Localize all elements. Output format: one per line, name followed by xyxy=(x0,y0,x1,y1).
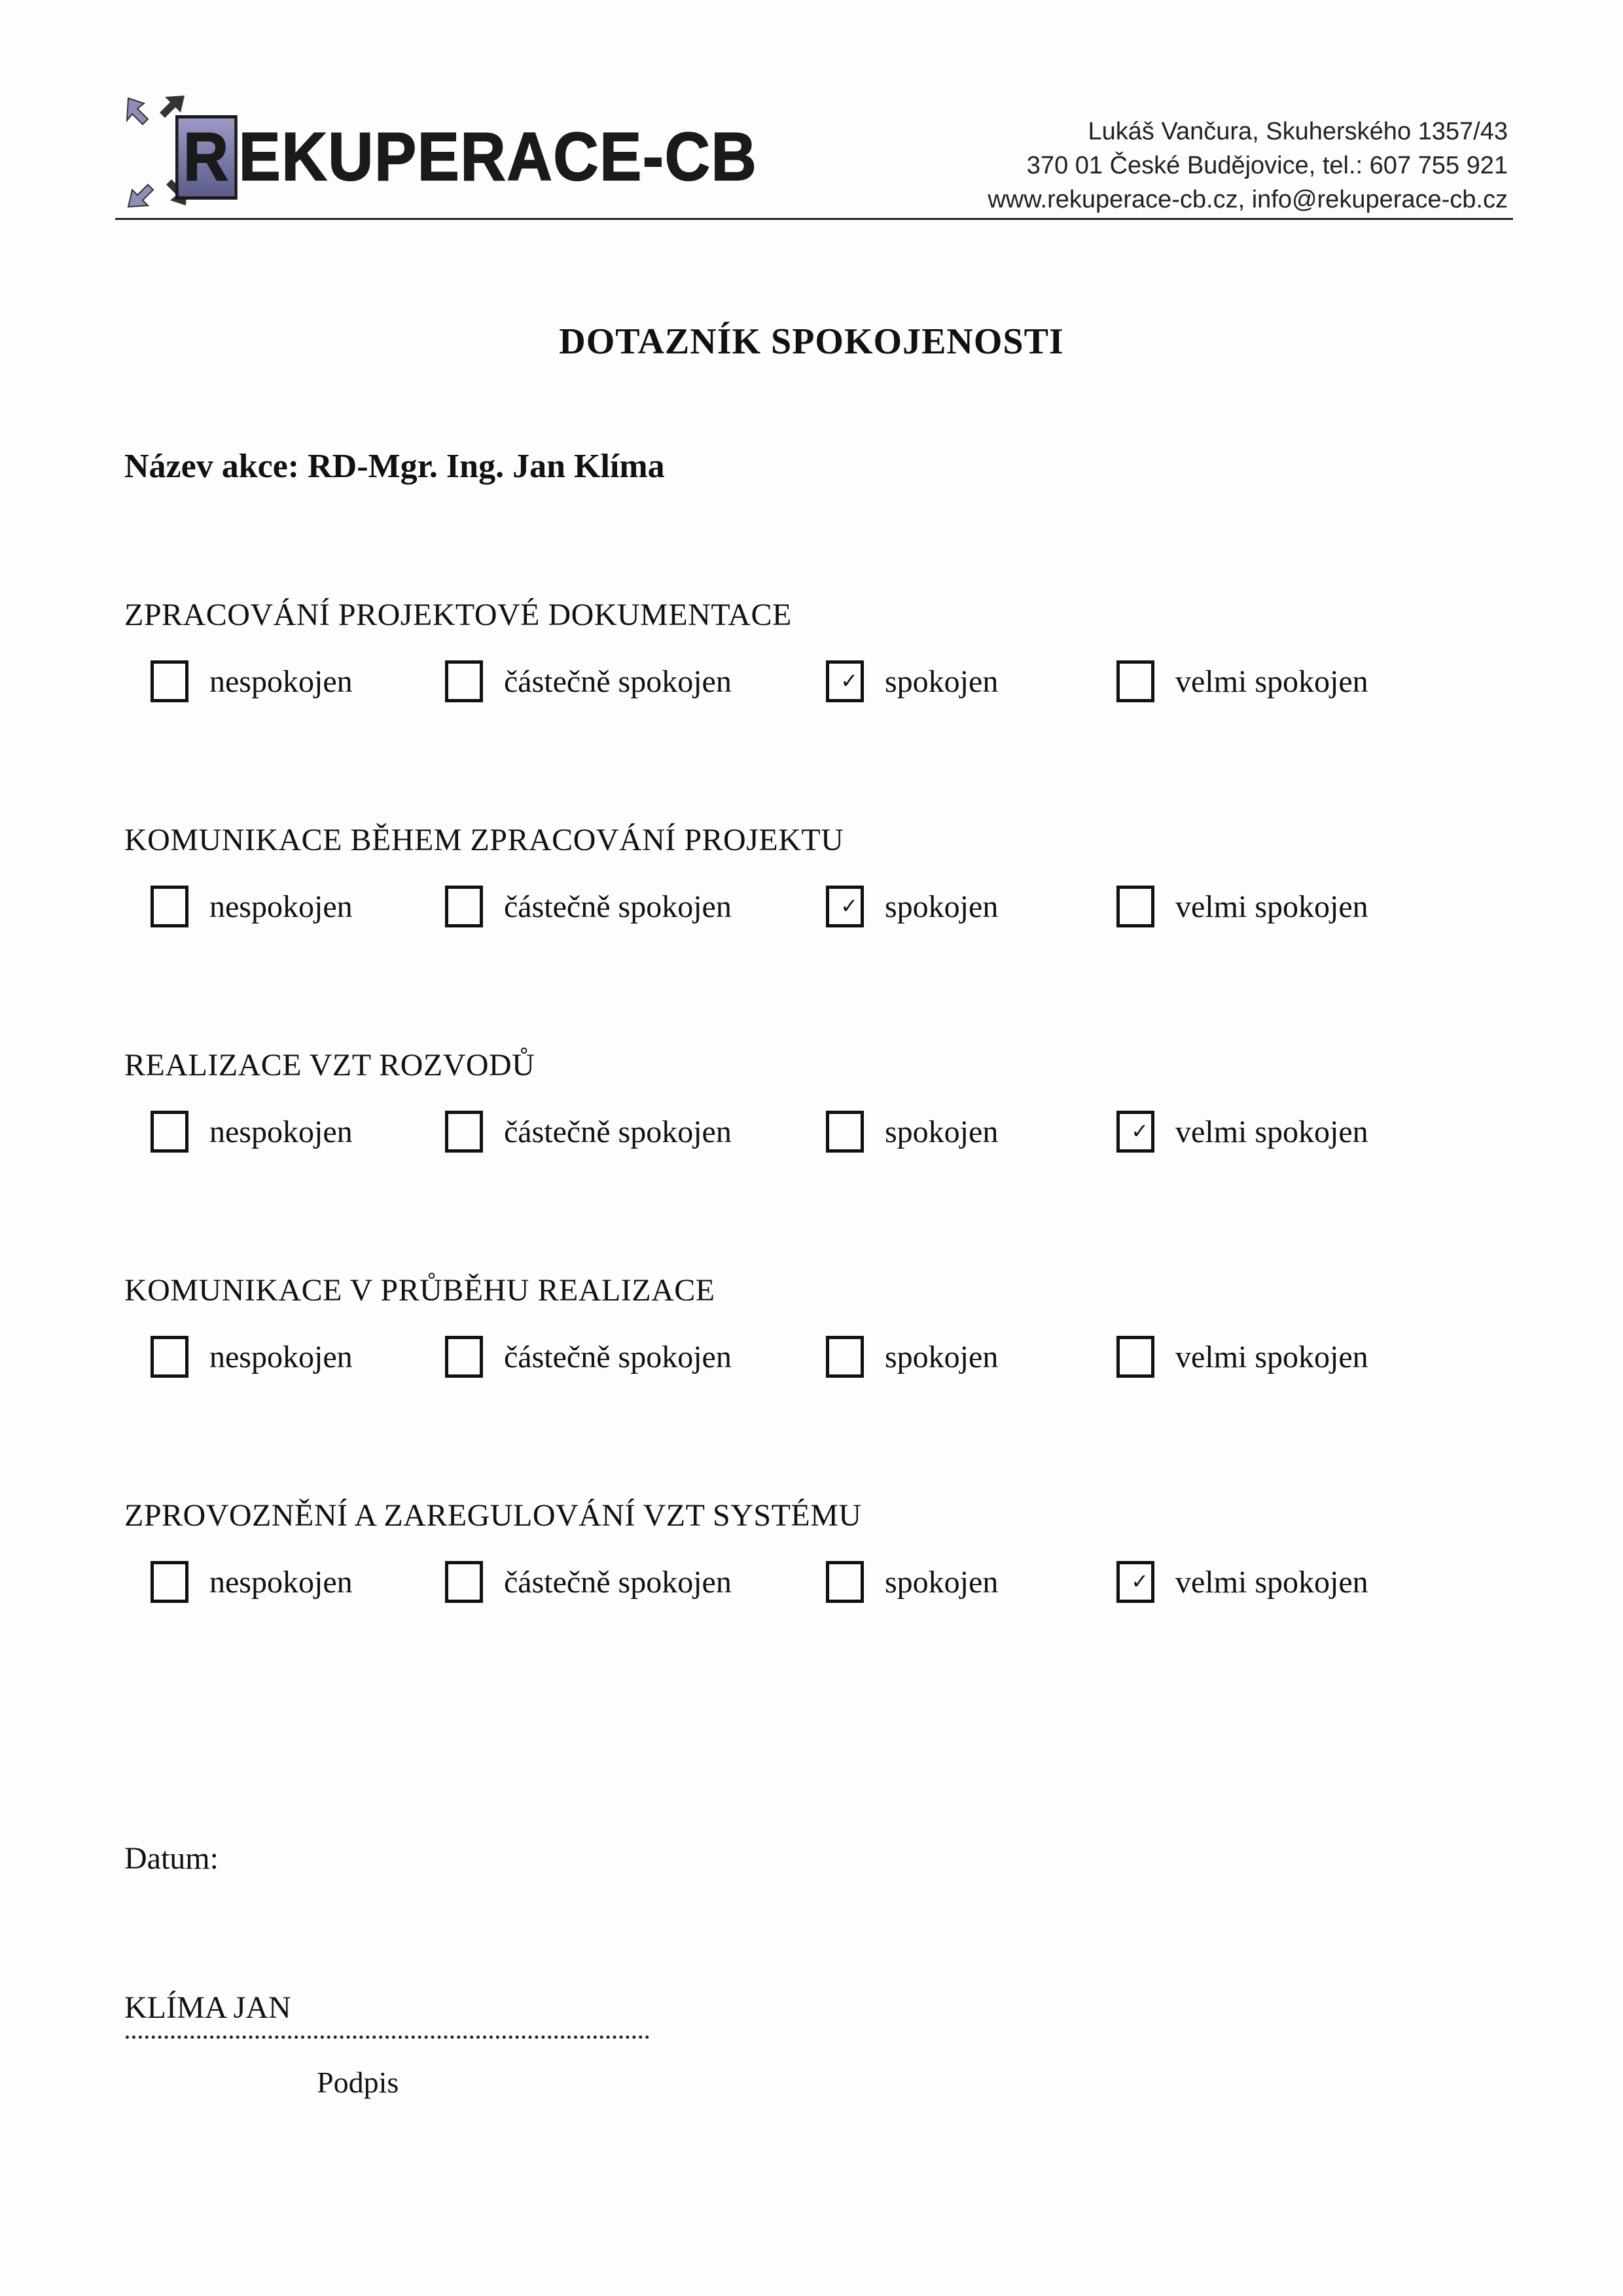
option-label: velmi spokojen xyxy=(1175,1114,1368,1149)
rating-option[interactable] xyxy=(826,1111,998,1153)
option-label: částečně spokojen xyxy=(504,1339,732,1374)
header-divider xyxy=(115,218,1513,220)
checkbox[interactable] xyxy=(151,1336,188,1378)
checkbox[interactable] xyxy=(445,1561,483,1603)
checkbox[interactable] xyxy=(1116,660,1154,702)
checkbox[interactable] xyxy=(826,1111,864,1153)
option-label: velmi spokojen xyxy=(1175,1564,1368,1600)
rating-option[interactable] xyxy=(445,1561,732,1603)
option-label: velmi spokojen xyxy=(1175,1339,1368,1374)
checkbox[interactable] xyxy=(1116,1561,1154,1603)
contact-block xyxy=(988,115,1508,217)
option-label: částečně spokojen xyxy=(504,889,732,924)
checkbox[interactable] xyxy=(826,886,864,927)
checkbox[interactable] xyxy=(1116,886,1154,927)
rating-option[interactable] xyxy=(826,1336,998,1378)
event-name: Název akce: RD-Mgr. Ing. Jan Klíma xyxy=(124,448,665,485)
contact-line: 370 01 České Budějovice, tel.: 607 755 921 xyxy=(1026,152,1508,179)
checkbox[interactable] xyxy=(151,660,188,702)
date-label: Datum: xyxy=(124,1841,219,1876)
survey-section xyxy=(124,1047,1531,1170)
rating-option[interactable] xyxy=(151,660,353,702)
section-title: KOMUNIKACE V PRŮBĚHU REALIZACE xyxy=(124,1273,715,1308)
option-label: velmi spokojen xyxy=(1175,889,1368,924)
company-logo xyxy=(115,90,758,215)
rating-options xyxy=(124,1561,1531,1620)
checkbox[interactable] xyxy=(826,1561,864,1603)
checkbox[interactable] xyxy=(151,1111,188,1153)
rating-option[interactable] xyxy=(445,660,732,702)
logo-initial: R xyxy=(175,115,238,200)
logo-wordmark xyxy=(175,115,758,200)
rating-option[interactable] xyxy=(1116,1111,1368,1153)
check-mark-icon: ✓ xyxy=(840,893,858,918)
option-label: spokojen xyxy=(885,664,999,699)
checkbox[interactable] xyxy=(1116,1336,1154,1378)
checkbox[interactable] xyxy=(445,1336,483,1378)
checkbox[interactable] xyxy=(445,660,483,702)
option-label: nespokojen xyxy=(209,1114,353,1149)
rating-option[interactable] xyxy=(151,1336,353,1378)
check-mark-icon: ✓ xyxy=(840,668,858,693)
rating-option[interactable] xyxy=(826,886,998,927)
section-title: ZPROVOZNĚNÍ A ZAREGULOVÁNÍ VZT SYSTÉMU xyxy=(124,1498,862,1533)
rating-options xyxy=(124,1336,1531,1395)
check-mark-icon: ✓ xyxy=(1131,1119,1149,1143)
option-label: částečně spokojen xyxy=(504,1114,732,1149)
document-title: DOTAZNÍK SPOKOJENOSTI xyxy=(559,321,1064,362)
survey-section xyxy=(124,1272,1531,1395)
option-label: částečně spokojen xyxy=(504,1564,732,1600)
option-label: spokojen xyxy=(885,1114,999,1149)
section-title: REALIZACE VZT ROZVODŮ xyxy=(124,1048,535,1083)
contact-line: www.rekuperace-cb.cz, info@rekuperace-cb.cz xyxy=(988,186,1508,213)
option-label: částečně spokojen xyxy=(504,664,732,699)
rating-option[interactable] xyxy=(826,1561,998,1603)
checkbox[interactable] xyxy=(826,1336,864,1378)
option-label: spokojen xyxy=(885,1564,999,1600)
checkbox[interactable] xyxy=(151,1561,188,1603)
rating-option[interactable] xyxy=(826,660,998,702)
survey-section xyxy=(124,1498,1531,1620)
rating-options xyxy=(124,660,1531,719)
rating-option[interactable] xyxy=(151,1561,353,1603)
checkbox[interactable] xyxy=(1116,1111,1154,1153)
option-label: velmi spokojen xyxy=(1175,664,1368,699)
survey-section xyxy=(124,597,1531,719)
rating-options xyxy=(124,1111,1531,1170)
rating-option[interactable] xyxy=(445,1111,732,1153)
option-label: nespokojen xyxy=(209,889,353,924)
section-title: KOMUNIKACE BĚHEM ZPRACOVÁNÍ PROJEKTU xyxy=(124,823,844,857)
option-label: nespokojen xyxy=(209,664,353,699)
rating-option[interactable] xyxy=(445,886,732,927)
rating-option[interactable] xyxy=(1116,886,1368,927)
rating-option[interactable] xyxy=(445,1336,732,1378)
signature-line xyxy=(126,2036,649,2039)
rating-option[interactable] xyxy=(1116,1336,1368,1378)
check-mark-icon: ✓ xyxy=(1131,1569,1149,1594)
rating-options xyxy=(124,886,1531,944)
option-label: nespokojen xyxy=(209,1339,353,1374)
signature-label: Podpis xyxy=(317,2066,399,2099)
checkbox[interactable] xyxy=(826,660,864,702)
survey-section xyxy=(124,822,1531,944)
section-title: ZPRACOVÁNÍ PROJEKTOVÉ DOKUMENTACE xyxy=(124,598,792,632)
checkbox[interactable] xyxy=(445,886,483,927)
rating-option[interactable] xyxy=(151,1111,353,1153)
checkbox[interactable] xyxy=(151,886,188,927)
option-label: spokojen xyxy=(885,889,999,924)
rating-option[interactable] xyxy=(151,886,353,927)
contact-line: Lukáš Vančura, Skuherského 1357/43 xyxy=(1088,118,1508,145)
option-label: spokojen xyxy=(885,1339,999,1374)
rating-option[interactable] xyxy=(1116,660,1368,702)
rating-option[interactable] xyxy=(1116,1561,1368,1603)
checkbox[interactable] xyxy=(445,1111,483,1153)
option-label: nespokojen xyxy=(209,1564,353,1600)
logo-wordmark-text: EKUPERACE-CB xyxy=(238,119,758,195)
signer-name: KLÍMA JAN xyxy=(124,1990,291,2025)
